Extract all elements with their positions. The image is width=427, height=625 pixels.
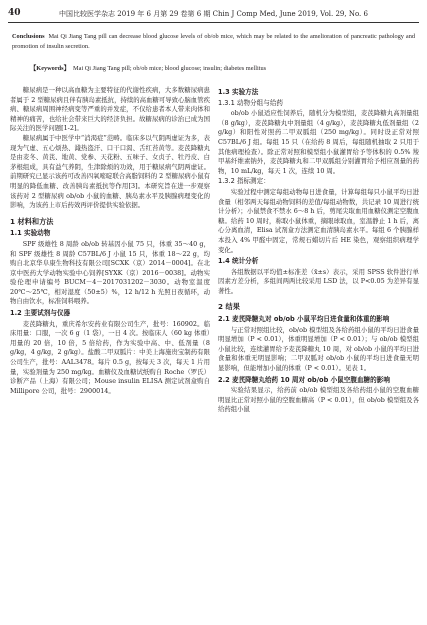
animals-paragraph: SPF 级雄性 8 周龄 ob/ob 转基因小鼠 75 只，体重 35～40 g，和 SPF 级雄性 8 周龄 C57BL/6 J 小鼠 15 只，体重 18～22 g，均购自北京华阜康生物科技有限公司[SCXK（京）2014－0004]。在北京中医药大学动物实验中心饲养[SYXK（京）2016－0038]。动物实验伦理申请编号 BUCM－4－2017031202－3030。动物室温度 20℃～25℃，相对湿度（50±5）%，12 h/12 h 光照日夜循环，动物自由饮水，标准饲料喂养。 xyxy=(10,239,210,306)
subsection-heading-measurement: 1.3.2 指标测定： xyxy=(218,177,270,186)
grouping-paragraph: ob/ob 小鼠适应性饲养后，随机分为模型组，麦芪降糖丸高剂量组（8 g/kg），麦芪降糖丸中剂量组（4 g/kg），麦芪降糖丸低剂量组（2 g/kg）和阳性对照药二甲双胍组（250 mg/kg）。同时设正常对照 C57BL/6 J 组。每组 15 只（在给药 8 周后，每组随机抽取 2 只用于其他病理检查）。除正常对照和模型组小鼠灌胃给予等体积的 0.5% 羧甲基纤维素钠外，麦芪降糖丸和二甲双胍组分别灌胃给予相应剂量的药物，10 mL/kg，每天 1 次，连续 10 周。 xyxy=(218,109,419,175)
page-number: 40 xyxy=(8,8,21,18)
running-header xyxy=(8,8,419,22)
keywords-label: 【Keywords】 xyxy=(30,65,70,72)
intro-paragraph-2: 糖尿病属于中医学中“消渴症”范畴。临床多以气阴两虚证为多，表现为气虚、五心烦热、濈热盗汗、口干口渴、舌红苔黄等。麦芪降糖丸是由麦冬、黄芪、地黄、党参、天花粉、五味子、女贞子、牡丹皮、白茅根组成，具有益气养阴，生津除烦的功效，用于糖尿病气阴两虚证。前期研究已显示该药可改善四氧嘧啶联合高脂饲料的 2 型糖尿病小鼠有明显的降低血糖、改善胰岛素抵抗等作用[3]。本研究旨在进一步观察该药对 2 型糖尿病 ob/ob 小鼠的血糖、胰岛素水平及胰腺病理变化的影响，为该药上市后药效再评价提供实验依据。 xyxy=(10,133,210,210)
results-paragraph-1: 与正常对照组比较，ob/ob 模型组及各给药组小鼠的平均日进食量明显增加（P < 0.01），体重明显增加（P < 0.01）；与 ob/ob 模型组小鼠比较，连续灌胃给予麦芪降糖丸 10 周，对 ob/ob 小鼠的平均日进食量和体重无明显影响；二甲双胍对 ob/ob 小鼠的平均日进食量无明显影响，但能增加小鼠的体重（P < 0.01）。见表 1。 xyxy=(218,325,419,373)
statistics-paragraph: 各组数据以平均值±标准差（x̄±s）表示，采用 SPSS 软件进行单因素方差分析，多组间两两比较采用 LSD 法，以 P<0.05 为差异有显著性。 xyxy=(218,267,419,295)
journal-citation: 中国比较医学杂志 2019 年 6 月第 29 卷第 6 期 Chin J Comp Med, June 2019, Vol. 29, No. 6 xyxy=(59,10,368,18)
conclusions-label: Conclusions xyxy=(12,33,45,40)
header-rule xyxy=(8,22,419,23)
section-heading-results: 2 结果 xyxy=(218,302,240,312)
right-column xyxy=(218,86,419,619)
results-paragraph-2: 实验结果显示，给药前 ob/ob 模型组及各给药组小鼠的空腹血糖明显比正常对照小鼠的空腹血糖高（P < 0.01），但 ob/ob 模型组及各给药组小鼠 xyxy=(218,386,419,414)
subsection-heading-statistics: 1.4 统计分析 xyxy=(218,257,259,266)
keywords xyxy=(30,64,415,74)
intro-paragraph-1: 糖尿病是一种以高血糖为主要特征的代谢性疾病，大多数糖尿病患者属于 2 型糖尿病且伴有胰岛素抵抗，持续的高血糖可导致心脑血管疾病、糖尿病周围神经病变等严重的并发症，不仅给患者本人带来肉体和精神的痛苦，也给社会带来巨大的经济负担。故糖尿病的诊治已成为国际关注的医学问题[1-2]。 xyxy=(10,86,210,133)
conclusions-text: Mai Qi Jiang Tang pill can decrease blood glucose levels of ob/ob mice, which may be related to the amelioration of pancreatic pathology and promotion of insulin secretion. xyxy=(12,33,415,50)
left-column xyxy=(10,86,210,619)
subsection-heading-food-weight: 2.1 麦芪降糖丸对 ob/ob 小鼠平均日进食量和体重的影响 xyxy=(218,315,390,324)
subsection-heading-reagents: 1.2 主要试剂与仪器 xyxy=(10,309,71,318)
measurement-paragraph: 实验过程中测定每组动物每日进食量，计算每组每只小鼠平均日进食量（相邻两天每组动物饲料的差值/每组动物数，共记录 10 周进行统计分析）；小鼠禁食不禁水 6～8 h 后，剪尾尖取血用血糖仪测定空腹血糖。给药 10 周时，称取小鼠体重，摘眼球取血，室温静止 1 h 后，离心分离血清，Elisa 试剂盒方法测定血清胰岛素水平。每组 6 个胰腺样本投入 4% 甲醛中固定，常规石蜡切片后 HE 染色，观察组织病理学变化。 xyxy=(218,187,419,254)
subsection-heading-grouping: 1.3.1 动物分组与给药 xyxy=(218,98,284,107)
subsection-heading-fasting-glucose: 2.2 麦芪降糖丸给药 10 周对 ob/ob 小鼠空腹血糖的影响 xyxy=(218,375,390,384)
abstract-conclusions xyxy=(12,32,415,52)
reagents-paragraph: 麦芪降糖丸，重庆希尔安药业有限公司生产，批号：160902。临床用量：口服，一次 6 g（1 袋），一日 4 次。按临床人（60 kg 体重）用量的 20 倍，10 倍，5 倍给药，作为实验中高、中、低剂量（8 g/kg，4 g/kg，2 g/kg）。盐酸二甲双胍片：中美上海施贵宝制药有限公司生产，批号：AAL3478。每片 0.5 g，按每天 3 次，每天 1 片用量，实验剂量为 250 mg/kg。血糖仪及血糖试纸购自 Roche（罗氏）诊断产品（上海）有限公司；Mouse insulin ELISA 测定试剂盒购自 Millipore 公司，批号：2900014。 xyxy=(10,319,210,395)
subsection-heading-methods: 1.3 实验方法 xyxy=(218,88,259,96)
subsection-heading-animals: 1.1 实验动物 xyxy=(10,229,51,238)
section-heading-methods: 1 材料和方法 xyxy=(10,216,54,226)
keywords-text: Mai Qi Jiang Tang pill; ob/ob mice; blood glucose; insulin; diabetes mellitus xyxy=(73,65,267,72)
